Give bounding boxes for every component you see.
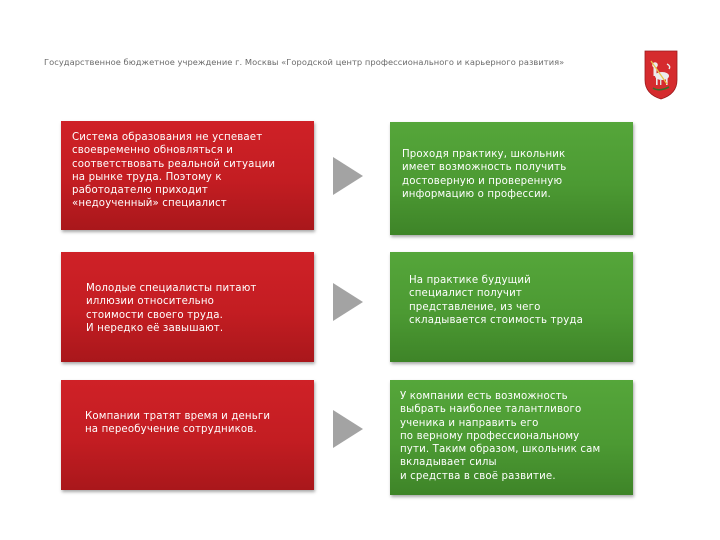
problem-text-3: Компании тратят время и деньги на переобучение сотрудников.: [85, 411, 271, 436]
problem-text-1: Система образования не успевает своевременно обновляться и соответствовать реальной ситуации на рынке труда. Поэтому к работодателю приходит «недоученный» специалист: [72, 132, 276, 210]
solution-text-2: На практике будущий специалист получит представление, из чего складывается стоимость труда: [409, 275, 584, 326]
header-title: Государственное бюджетное учреждение г. Москвы «Городской центр профессионального и карьерного развития»: [44, 57, 565, 67]
solution-box-1: [390, 122, 633, 235]
triangle-right-icon: [333, 157, 363, 195]
solution-box-2: [390, 252, 633, 362]
triangle-right-icon: [333, 410, 363, 448]
problem-box-3: [61, 380, 314, 490]
solution-text-3: У компании есть возможность выбрать наиболее талантливого ученика и направить его по верному профессиональному пути. Таким образом, школьник сам вкладывает силы и средства в своё развитие.: [400, 391, 601, 482]
solution-box-3: [390, 380, 633, 495]
moscow-coat-of-arms-icon: [644, 50, 678, 100]
problem-box-2: [61, 252, 314, 362]
triangle-right-icon: [333, 283, 363, 321]
problem-text-2: Молодые специалисты питают иллюзии относительно стоимости своего труда. И нередко её завышают.: [86, 283, 257, 334]
solution-text-1: Проходя практику, школьник имеет возможность получить достоверную и проверенную информацию о профессии.: [402, 149, 567, 200]
problem-box-1: [61, 121, 314, 230]
